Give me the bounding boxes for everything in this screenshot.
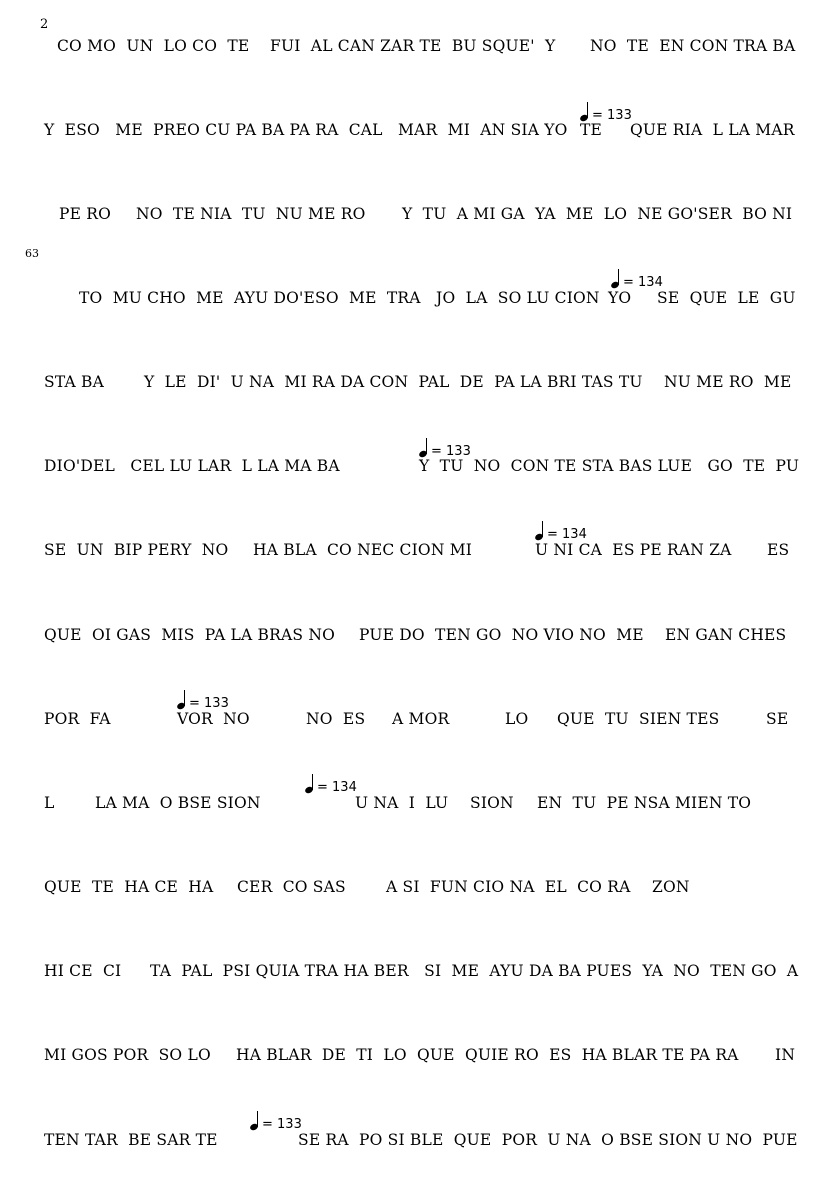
- tempo-value: 134: [562, 527, 587, 542]
- lyric-segment: LA MA O BSE SION: [95, 794, 261, 812]
- lyric-segment: IN: [775, 1046, 796, 1064]
- page-number: 2: [40, 17, 49, 32]
- lyric-segment: SE RA PO SI BLE QUE POR U NA O BSE SION U NO PUE: [298, 1131, 798, 1149]
- lyric-line: [0, 1044, 835, 1066]
- lyric-segment: L: [44, 794, 55, 812]
- lyric-line: [0, 624, 835, 646]
- lyric-segment: PE RO: [59, 205, 112, 223]
- lyric-line: [0, 455, 835, 477]
- lyric-segment: U NA I LU: [355, 794, 449, 812]
- lyric-segment: HI CE CI: [44, 962, 122, 980]
- lyric-segment: A SI FUN CIO NA EL CO RA: [386, 878, 631, 896]
- tempo-eq: =: [262, 1117, 278, 1132]
- tempo-value: 134: [638, 275, 663, 290]
- lyric-segment: NO ES: [306, 710, 366, 728]
- lyric-segment: HA BLA CO NEC CION MI: [253, 541, 473, 559]
- lyric-segment: Y ESO ME PREO CU PA BA PA RA CAL MAR MI AN SIA YO: [44, 121, 568, 139]
- lyric-segment: A MOR: [392, 710, 450, 728]
- measure-number: 63: [25, 247, 39, 260]
- lyric-segment: NO TE EN CON TRA BA: [590, 37, 796, 55]
- lyric-line: [0, 35, 835, 57]
- tempo-eq: =: [592, 108, 608, 123]
- lyric-segment: Y LE DI' U NA MI RA DA CON PAL DE PA LA BRI TAS TU: [144, 373, 643, 391]
- lyric-segment: QUE RIA L LA MAR: [630, 121, 795, 139]
- lyric-segment: TA PAL PSI QUIA TRA HA BER SI ME AYU DA BA PUES YA NO TEN GO A: [150, 962, 799, 980]
- lyric-segment: NO TE NIA TU NU ME RO: [136, 205, 366, 223]
- lyric-segment: PUE DO TEN GO NO VIO NO ME: [359, 626, 644, 644]
- lyric-segment: TO MU CHO ME AYU DO'ESO ME TRA JO LA SO LU CION: [79, 289, 600, 307]
- tempo-value: 133: [277, 1117, 302, 1132]
- lyric-segment: QUE OI GAS MIS PA LA BRAS NO: [44, 626, 336, 644]
- lyric-line: [0, 371, 835, 393]
- tempo-eq: =: [189, 696, 205, 711]
- lyric-segment: SION: [470, 794, 514, 812]
- tempo-eq: =: [431, 444, 447, 459]
- lyric-line: [0, 539, 835, 561]
- lyric-segment: EN GAN CHES: [665, 626, 787, 644]
- lyric-segment: YO: [608, 289, 632, 307]
- lyric-segment: VOR NO: [177, 710, 250, 728]
- lyric-segment: Y TU A MI GA YA ME LO NE GO'SER BO NI: [402, 205, 793, 223]
- lyric-segment: CER CO SAS: [237, 878, 346, 896]
- tempo-eq: =: [623, 275, 639, 290]
- lyric-segment: EN TU PE NSA MIEN TO: [537, 794, 752, 812]
- tempo-value: 133: [204, 696, 229, 711]
- lyric-line: [0, 876, 835, 898]
- tempo-eq: =: [547, 527, 563, 542]
- lyric-line: [0, 708, 835, 730]
- lyric-segment: SE QUE LE GU: [657, 289, 796, 307]
- lyric-line: [0, 792, 835, 814]
- tempo-value: 134: [332, 780, 357, 795]
- tempo-value: 133: [607, 108, 632, 123]
- lyric-segment: HA BLAR DE TI LO QUE QUIE RO ES HA BLAR TE PA RA: [236, 1046, 739, 1064]
- lyric-segment: NU ME RO ME: [664, 373, 792, 391]
- lyric-segment: LO: [505, 710, 529, 728]
- lyric-segment: MI GOS POR SO LO: [44, 1046, 211, 1064]
- lyric-segment: ES: [767, 541, 790, 559]
- lyric-segment: CO MO UN LO CO TE: [57, 37, 250, 55]
- lyric-segment: SE: [766, 710, 789, 728]
- lyric-line: [0, 960, 835, 982]
- lyric-segment: DIO'DEL CEL LU LAR L LA MA BA: [44, 457, 340, 475]
- lyric-line: [0, 1129, 835, 1151]
- lyric-segment: FUI AL CAN ZAR TE BU SQUE' Y: [270, 37, 556, 55]
- lyric-line: [0, 287, 835, 309]
- lyric-segment: U NI CA ES PE RAN ZA: [535, 541, 732, 559]
- lyric-line: [0, 119, 835, 141]
- lyric-segment: TE: [580, 121, 603, 139]
- tempo-value: 133: [446, 444, 471, 459]
- tempo-eq: =: [317, 780, 333, 795]
- lyric-segment: QUE TE HA CE HA: [44, 878, 214, 896]
- lyric-segment: TEN TAR BE SAR TE: [44, 1131, 218, 1149]
- lyric-segment: POR FA: [44, 710, 111, 728]
- lyric-segment: SE UN BIP PERY NO: [44, 541, 229, 559]
- lyric-segment: Y TU NO CON TE STA BAS LUE GO TE PU: [419, 457, 800, 475]
- lyric-segment: QUE TU SIEN TES: [557, 710, 720, 728]
- lyric-segment: ZON: [652, 878, 690, 896]
- lyric-line: [0, 203, 835, 225]
- lyric-segment: STA BA: [44, 373, 105, 391]
